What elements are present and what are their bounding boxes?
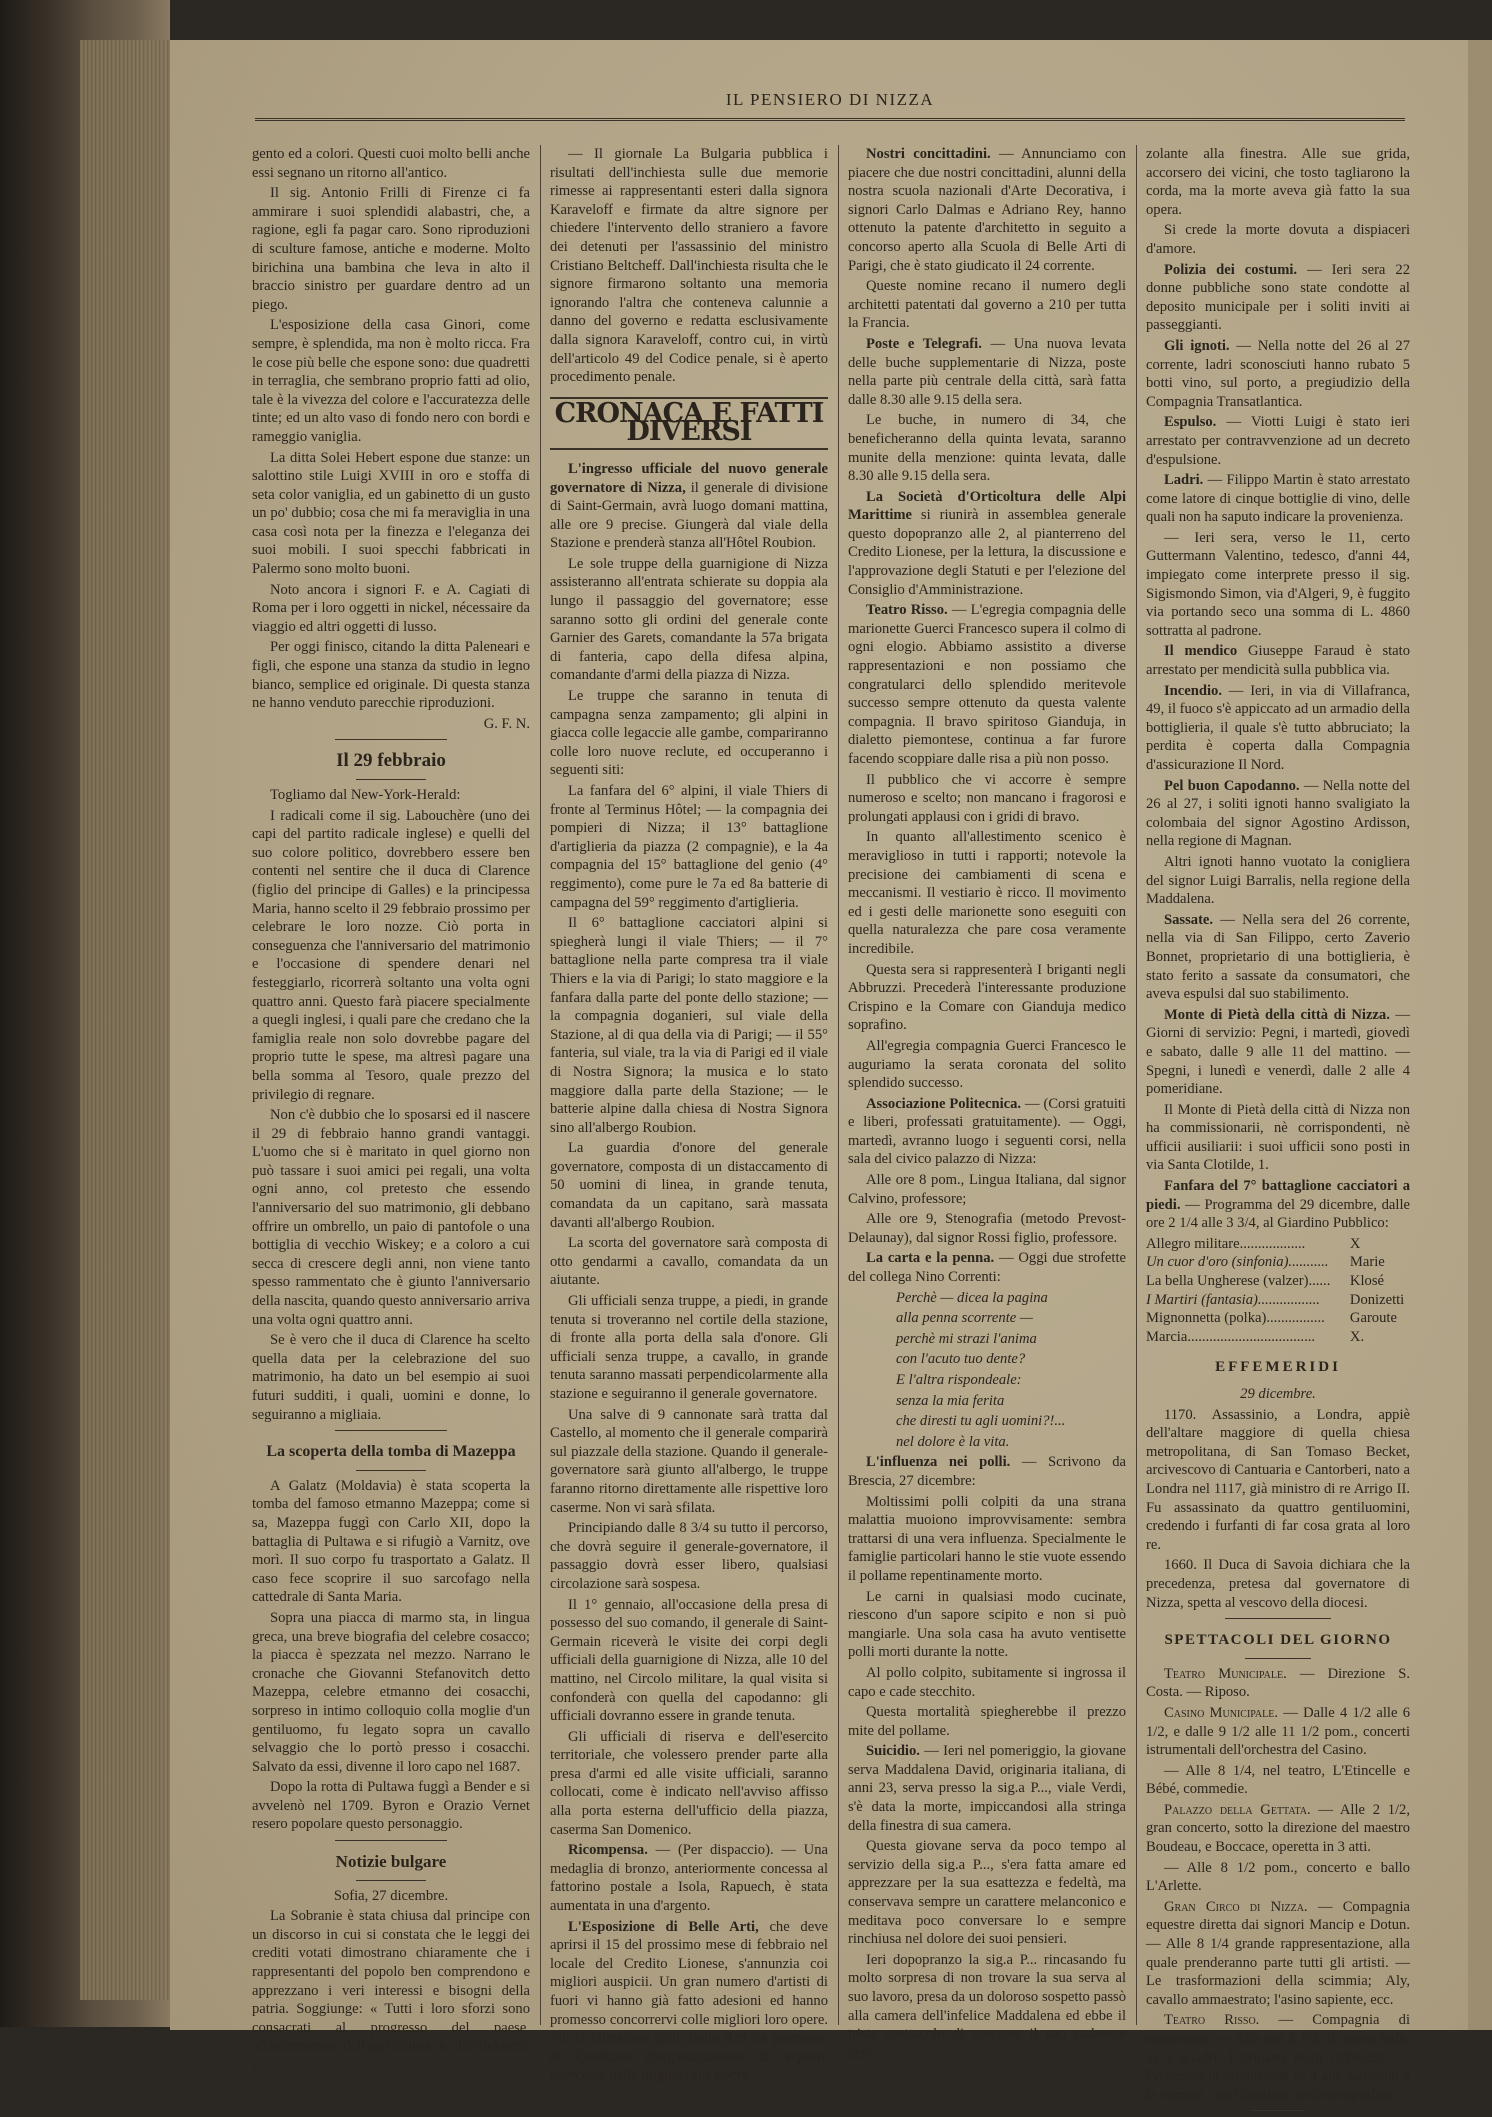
item-title: Polizia dei costumi. [1164,261,1298,278]
paragraph: Togliamo dal New-York-Herald: [270,787,461,803]
program-composer: X [1349,1235,1361,1252]
paragraph: — Annunciamo con piacere che due nostri concittadini, alunni della nostra scuola nazionali d'Arte Decorativa, i signori Carlo Dalmas e Adriano Rey, hanno ottenuto la patente d'architetto in seguito a concorso aperto alla Scuola di Belle Arti di Parigi, che è stato giudicato il 24 corrente. [848,146,1126,274]
program-row [1146,1328,1410,1347]
item-title: Teatro Risso. [1164,2012,1260,2029]
paragraph: Gli ufficiali senza truppe, a piedi, in grande tenuta si troveranno nel cortile della stazione, di fronte alla porta della sala d'onore. Gli ufficiali senza truppe, a cavallo, in grande tenuta saranno massati perpendicolarmente alla stazione e seguiranno il generale governatore. [550,1293,828,1402]
item-title: Suicidio. [866,1743,920,1760]
item-title: Incendio. [1164,682,1222,699]
item-title: Nostri concittadini. [866,146,991,162]
paragraph: Sopra una piacca di marmo sta, in lingua greca, una breve biografia del celebre cosacco; la piacca è spezzata nel mezzo. Narrano le cronache che Giovanni Stefanovitch detto Mazeppa, celebre etmanno dei cosacchi, sorpreso in intimo colloquio colla moglie d'un gentiluomo, fu legato sopra un cavallo selvaggio che lo portò presso i cosacchi. Salvato da essi, divenne il loro capo nel 1687. [252,1609,530,1775]
paragraph: Noto ancora i signori F. e A. Cagiati di Roma per i loro oggetti in nickel, nécessaire da viaggio ed altri oggetti di lusso. [252,581,530,635]
paragraph: Le carni in qualsiasi modo cucinate, riescono d'un sapore scipito e non si può mangiarle. Una sola casa ha avuto ventisette polli morti durante la notte. [848,1588,1126,1661]
program-row [1146,1272,1410,1291]
verse-line: con l'acuto tuo dente? [896,1351,1026,1368]
paragraph: L'esposizione della casa Ginori, come sempre, è splendida, ma non è molto ricca. Fra le cose più belle che espone sono: due quadretti in terraglia, che sembrano proprio fatti ad olio, tale è la vivezza del colore e l'accuratezza delle tinte; ed un alto vaso di fondo nero con bordi e rameggio vaniglia. [252,317,531,445]
paragraph: 1660. Il Duca di Savoia dichiara che la precedenza, pretesa dal governatore di Nizza, spetta al vescovo della diocesi. [1146,1557,1410,1611]
item-title: La carta e la penna. [866,1250,995,1267]
paragraph: Alle ore 9, Stenografia (metodo Prevost-Delaunay), dal signor Rossi figlio, professore. [848,1211,1126,1246]
paragraph: — Filippo Martin è stato arrestato come latore di cinque bottiglie di vino, delle quali non ha saputo indicare la provenienza. [1146,472,1410,526]
paragraph: — Dalle 4 1/2 alle 6 1/2, e dalle 9 1/2 alle 11 1/2 pom., concerti istrumentali dell'orchestra del Casino. [1146,1704,1410,1759]
paragraph: — Alle 8 1/4, nel teatro, L'Etincelle e Bébé, commedie. [1146,1762,1410,1798]
column-rule [1136,145,1137,2025]
item-title: Ladri. [1164,472,1204,489]
paragraph: Le sole truppe della guarnigione di Nizza assisteranno all'entrata schierate su doppia ala lungo il passaggio del governatore; esse saranno sotto gli ordini del generale conte Garnier des Garets, comandante la 57a brigata di fanteria, capo della difesa alpina, comandante d'armi della piazza di Nizza. [550,555,828,684]
paragraph: All'egregia compagnia Guerci Francesco le auguriamo la serata coronata del solito splendido successo. [848,1037,1126,1092]
program-row [1146,1291,1410,1310]
item-title: Palazzo della Gettata. [1164,1801,1311,1818]
divider [1225,1618,1331,1619]
verse-line: che diresti tu agli uomini?!... [896,1413,1066,1430]
program-piece: I Martiri (fantasia)................. [1146,1291,1320,1308]
paragraph: Giuseppe Faraud è stato arrestato per mendicità sulla pubblica via. [1146,643,1411,679]
divider [335,1840,446,1841]
item-title: Associazione Politecnica. [866,1095,1022,1112]
paragraph: zolante alla finestra. Alle sue grida, accorsero dei vicini, che tosto tagliarono la corda, ma la morte aveva già fatto la sua opera. [1146,146,1410,218]
paragraph: A Galatz (Moldavia) è stata scoperta la tomba del famoso etmanno Mazeppa; come si sa, Mazeppa fuggì con Carlo XII, dopo la battaglia di Pultawa e si rifugiò a Varnitz, ove morì. Il suo corpo fu trasportato a Galatz. Il caso fece scoprire il suo sarcofago nella cattedrale di Santa Maria. [252,1477,530,1606]
paragraph: Questa giovane serva da poco tempo al servizio della sig.a P..., s'era fatta amare ed apprezzare per la sua esattezza e fedeltà, ma conservava sempre un carattere melanconico e meditava poco conversare lo e sempre rinchiusa nel dolore dei suoi pensieri. [848,1838,1126,1948]
page-edges [80,40,170,2000]
item-title: Fanfara del 7° battaglione cacciatori a piedi. [1146,1178,1410,1213]
paragraph: — Una nuova levata delle buche supplementarie di Nizza, poste nella parte più centrale della città, sarà fatta dalle 8.30 alle 9.15 della sera. [848,335,1126,408]
paragraph: — Compagnia di marionette. — Alle ore 8 1/2, il nuovo ballo in 3 quadri, I briganti negli Abbruzzi. — Precederà la produzione in 4 atti, Crispino e la comare, con Gianduja medico soprafino. [1146,2012,1410,2103]
paragraph: Al pollo colpito, subitamente si ingrossa il capo e cade stecchito. [848,1664,1126,1700]
paragraph: gento ed a colori. Questi cuoi molto belli anche essi segnano un ritorno all'antico. [252,146,530,181]
verse-line: senza la mia ferita [896,1392,1005,1409]
paragraph: — Nella notte del 26 al 27 corrente, ladri sconosciuti hanno rubato 5 botti vino, sul porto, a pregiudizio della Compagnia Transatlantica. [1146,337,1410,410]
paragraph: In quanto all'allestimento scenico è meraviglioso in tutti i rapporti; notevole la precisione dei cambiamenti di scena e meccanismi. Il vestiario è ricco. Il movimento ed i gesti delle marionette sono eseguiti con quella naturalezza che pare cosa veramente incredibile. [848,829,1126,957]
item-title: L'ingresso ufficiale del nuovo generale governatore di Nizza, [550,460,828,496]
paragraph: — Scrivono da Brescia, 27 dicembre: [848,1454,1126,1489]
item-title: Casino Municipale. [1164,1704,1279,1721]
item-title: Teatro Risso. [866,602,948,619]
paragraph: Il 6° battaglione cacciatori alpini si spiegherà lungi il viale Thiers; — il 7° battaglione nella parte compresa tra il viale Thiers e la via di Parigi; lo stato maggiore e la fanfara dalla parte del ponte dello stazione; — la compagnia doganieri, sul viale della Stazione, al di qua della via di Parigi; — il 55° fanteria, sul viale, tra la via di Parigi ed il viale di Nostra Signora; la musica e lo stato maggiore dalla parte della Stazione; — le batterie alpine dalla chiesa di Nostra Signora sino all'albergo Roubion. [550,915,828,1136]
program-piece: Mignonnetta (polka)................ [1146,1310,1325,1327]
program-piece: Allegro militare.................. [1146,1235,1306,1252]
item-title: Gran Circo di Nizza. [1164,1898,1308,1915]
column-2 [550,145,828,2087]
item-title: Teatro Municipale. [1164,1665,1287,1682]
paragraph: Si crede la morte dovuta a dispiaceri d'amore. [1146,222,1410,257]
item-title: Poste e Telegrafi. [866,335,982,352]
paragraph: La Sobranie è stata chiusa dal principe con un discorso in cui si constata che le leggi dei crediti votati dimostrano chiaramente che i rappresentanti del popolo ben comprendono e apprezzano i veri interessi e bisogni della patria. Soggiunge: « Tutti i loro sforzi sono consacrati al progresso del paese, all'incremento dell'agricoltura e dell'industria ». [252,1908,530,2073]
program-piece: La bella Ungherese (valzer)...... [1146,1273,1331,1290]
program-composer: Klosé [1349,1273,1384,1290]
verse-line: alla penna scorrente — [896,1310,1033,1327]
column-4 [1146,145,1410,2117]
paragraph: si riunirà in assemblea generale questo dopopranzo alle 2, al pianterreno del Credito Lionese, per la lettura, la discussione e l'approvazione degli Statuti e per l'elezione del Consiglio d'Amministrazione. [848,507,1126,598]
paragraph: Alle ore 8 pom., Lingua Italiana, dal signor Calvino, professore; [848,1172,1126,1207]
divider [335,1430,446,1431]
header-rule [255,118,1405,121]
paragraph: — Il giornale La Bulgaria pubblica i risultati dell'inchiesta sulle due memorie rimesse ai rappresentanti esteri dalla signora Karaveloff e firmate da altre signore per chiedere l'intervento dello straniero a favore dei detenuti per l'assassinio del ministro Cristiano Beltcheff. Dall'inchiesta risulta che le signore firmarono soltanto una memoria ignorando l'altra che conteneva calunnie a danno del governo e redatta esclusivamente dalla signora Karaveloff, contro cui, in virtù dell'articolo 49 del Codice penale, si è aperto procedimento penale. [550,146,828,386]
paragraph: La fanfara del 6° alpini, il viale Thiers di fronte al Terminus Hôtel; — la compagnia dei pompieri di Nizza; il 13° battaglione d'artiglieria da piazza (2 compagnie), e la 4a compagnia del 15° battaglione del genio (4° reggimento), come pure le 7a ed 8a batterie di campagna del 59° reggimento d'artiglieria. [550,783,828,911]
paragraph: Gli ufficiali di riserva e dell'esercito territoriale, che volessero prender parte alla presa d'armi ed alle visite ufficiali, saranno collocati, come è indicato nell'avviso affisso alla porta esterna dell'ufficio della piazza, caserma San Domenico. [550,1728,828,1838]
paragraph: — (Per dispaccio). — Una medaglia di bronzo, anteriormente concessa al fattorino postale a Isola, Rapuech, è stata aumentata in una d'argento. [550,1842,828,1915]
item-title: Il mendico [1164,643,1238,660]
item-title: Gli ignoti. [1164,337,1230,354]
paragraph: — Programma del 29 dicembre, dalle ore 2 1/4 alle 3 3/4, al Giardino Pubblico: [1146,1196,1410,1232]
paragraph: — Oggi due strofette del collega Nino Correnti: [848,1250,1126,1286]
paragraph: Il pubblico che vi accorre è sempre numeroso e scelto; non mancano i fragorosi e prolungati applausi con i gridi di bravo. [848,771,1126,825]
item-title: Pel buon Capodanno. [1164,777,1300,794]
paragraph: — Direzione S. Costa. — Riposo. [1146,1665,1411,1701]
program-piece: Un cuor d'oro (sinfonia)........... [1146,1254,1329,1271]
paragraph: — Compagnia equestre diretta dai signori Mancip e Dotun. — Alle 8 1/4 grande rappresentazione, alla quale prenderanno parte tutti gli artisti. — Le trasformazioni della scimmia; Aly, cavallo ammaestrato; l'asino sapiente, ecc. [1146,1898,1410,2008]
column-1 [252,145,530,2077]
paragraph: — Giorni di servizio: Pegni, i martedì, giovedì e sabato, dalle 9 alle 11 del mattino. — Spegni, i lunedì e venerdì, dalle 2 alle 4 pomeridiane. [1146,1006,1410,1098]
paragraph: Il 1° gennaio, all'occasione della presa di possesso del suo comando, il generale di Saint-Germain riceverà le visite dei corpi degli ufficiali della guarnigione di Nizza, alle 10 del mattino, nel Circolo militare, la qual visita si confonderà con quella del capodanno: gli ufficiali dovranno essere in grande tenuta. [550,1596,828,1725]
paragraph: Moltissimi polli colpiti da una strana malattia muoiono improvvisamente: sembra trattarsi di una vera influenza. Specialmente le famiglie particolari hanno le stie vuote essendo il pollame repentinamente morto. [848,1493,1126,1584]
item-title: L'influenza nei polli. [866,1454,1011,1471]
item-title: Sassate. [1164,911,1214,928]
paragraph: Il Monte di Pietà della città di Nizza non ha commissionarii, nè corrispondenti, nè ufficii ausiliarii: i suoi ufficii sono posti in via Santa Clotilde, 1. [1146,1101,1410,1174]
item-title: L'Esposizione di Belle Arti, [568,1918,759,1935]
paragraph: La guardia d'onore del generale governatore, composta di un distaccamento di 50 uomini di linea, in grande tenuta, comandata da un capitano, sarà massata davanti all'albergo Roubion. [550,1140,828,1231]
paragraph: Le buche, in numero di 34, che beneficheranno della quinta levata, saranno munite della menzione: quinta levata, dalle 8.30 alle 9.15 della sera. [848,412,1126,485]
item-title: La Società d'Orticoltura delle Alpi Marittime [848,488,1126,524]
paragraph: Per oggi finisco, citando la ditta Paleneari e figli, che espone una stanza da studio in legno bianco, semplice ed originale. Di questa stanza ne hanno venduto parecchie riproduzioni. [252,639,530,712]
paragraph: Non c'è dubbio che lo sposarsi ed il nascere il 29 di febbraio hanno grandi vantaggi. L'uomo che si è maritato in quel giorno non può tassare i suoi amici pei regali, una volta ogni anno, col pretesto che essendo l'anniversario del suo matrimonio, gli debbano offrire un ombrello, un paio di pantofole o una bottiglia di vecchio Wiskey; e a coloro a cui secca di crescere degli anni, non viene tanto spesso rammentato che è giunto l'anniversario della nascita, quando questo anniversario arriva una volta ogni quattro anni. [252,1107,530,1328]
program-composer: Garoute [1349,1310,1397,1327]
paragraph: — (Corsi gratuiti e liberi, professati gratuitamente). — Oggi, martedì, avranno luogo i seguenti corsi, nella sala del civico palazzo di Nizza: [848,1095,1126,1168]
program-row [1146,1235,1410,1254]
item-title: Monte di Pietà della città di Nizza. [1164,1006,1390,1023]
paragraph: 1170. Assassinio, a Londra, appiè dell'altare maggiore di quella chiesa metropolitana, di San Tomaso Becket, arcivescovo di Cantuaria e Cantorberi, nato a Londra nel 1117, già ministro di re Arrigo II. Fu assassinato da quattro gentiluomini, credendo i furfanti di far cosa grata al loro re. [1146,1406,1410,1553]
divider [356,1880,426,1881]
column-3 [848,145,1126,2064]
masthead: IL PENSIERO DI NIZZA [725,90,935,109]
program-table [1146,1235,1410,1347]
signature: G. F. N. [483,715,530,732]
column-rule [838,145,839,2025]
paragraph: Ieri dopopranzo la sig.a P... rincasando fu molto sorpresa di non trovare la sua serva al suo lavoro, presa da un doloroso sospetto passò alla camera dell'infelice Maddalena ed ebbe il triste spettacolo di scorgere il suo cadavere pen- [848,1951,1126,2061]
paragraph: che deve aprirsi il 15 del prossimo mese di febbraio nel locale del Credito Lionese, s'annunzia coi migliori auspicii. Un gran numero d'artisti di fuori vi hanno già fatto adesioni ed hanno promesso concorrervi colle migliori loro opere. Più la Direzione delle Belle Arti ha promesso al Comitato d'organizzazione di esporre parecchie delle migliori sue opere. [550,1918,828,2084]
headline-notizie-bulgare: Notizie bulgare [335,1852,447,1872]
newspaper-page [170,40,1470,2103]
paragraph: Altri ignoti hanno vuotato la conigliera del signor Luigi Barralis, nella regione della Maddalena. [1146,853,1410,908]
item-title: Ricompensa. [568,1842,648,1859]
paragraph: — Ieri sera, verso le 11, certo Guttermann Valentino, tedesco, d'anni 44, impiegato come interprete presso il sig. Sigismondo Simon, via d'Algeri, 9, è fuggito via portando seco una somma di L. 4860 sottratta al padrone. [1146,529,1410,639]
program-composer: Donizetti [1349,1291,1405,1308]
verse-line: E l'altra rispondeale: [896,1372,1022,1388]
paragraph: — Alle 2 1/2, gran concerto, sotto la direzione del maestro Boudeau, e Boccace, operetta in 3 atti. [1146,1801,1410,1856]
paragraph: La ditta Solei Hebert espone due stanze: un salottino stile Luigi XVIII in oro e stoffa di seta color vaniglia, ed un gabinetto di un gusto un po' dubbio; cosa che mi fa meraviglia in una casa così nota per la finezza e l'eleganza dei suoi mobili. I suoi specchi fabbricati in Palermo sono molto buoni. [252,449,530,578]
verse-line: perchè mi strazi l'anima [896,1330,1037,1347]
paragraph: il generale di divisione di Saint-Germain, avrà luogo domani mattina, alle ore 9 precise. Giungerà dal viale della Stazione e prenderà stanza all'Hôtel Roubion. [550,479,828,552]
paragraph: Questa mortalità spiegherebbe il prezzo mite del pollame. [848,1704,1126,1739]
paragraph: — Nella notte del 26 al 27, i soliti ignoti hanno svaligiato la colombaia del signor Agostino Ardisson, nella regione di Magnan. [1146,777,1410,850]
paragraph: — L'egregia compagnia delle marionette Guerci Francesco supera il colmo di ogni elogio. Abbiamo assistito a diverse rappresentazioni e non possiamo che congratularci dello splendido meritevole successo sempre ottenuto da questa valente compagnia. Il bravo spiritoso Gianduja, in dialetto piemontese, continua a far furore facendo scoppiare dalle risa a più non posso. [848,602,1126,767]
paragraph: — Ieri nel pomeriggio, la giovane serva Maddalena David, originaria italiana, di anni 23, serva presso la sig.a P..., viale Verdi, s'è data la morte, impiccandosi alla stringa della finestra di sua camera. [848,1743,1126,1834]
dateline: Sofia, 27 dicembre. [333,1887,449,1904]
paragraph: Se è vero che il duca di Clarence ha scelto quella data per la celebrazione del suo matrimonio, ha dato un bel esempio ai suoi futuri sudditi, i quali, uomini e donne, lo seguiranno a migliaia. [252,1332,530,1423]
paragraph: Questa sera si rappresenterà I briganti negli Abbruzzi. Precederà l'interessante produzione Crispino e la Comare con Gianduja medico soprafino. [848,961,1126,1034]
verse-line: nel dolore è la vita. [896,1433,1010,1450]
program-composer: Marie [1349,1254,1385,1271]
paragraph: — Ieri sera 22 donne pubbliche sono state condotte al deposito municipale per i soliti inviti ai passeggianti. [1146,261,1410,334]
section-banner: CRONACA E FATTI DIVERSI [550,397,828,450]
paragraph: Queste nomine recano il numero degli architetti patentati dal governo a 210 per tutta la Francia. [848,278,1126,332]
divider [1252,2110,1305,2111]
column-rule [540,145,541,2025]
paragraph: Il sig. Antonio Frilli di Firenze ci fa ammirare i suoi splendidi alabastri, che, a ragione, egli fa pagar caro. Sono riproduzioni di sculture famose, antiche e moderne. Molto birichina una bambina che leva in alto il braccio sinistro per guardare dentro ad un piego. [252,185,530,313]
dateline: 29 dicembre. [1240,1386,1316,1402]
paragraph: Principiando dalle 8 3/4 su tutto il percorso, che dovrà seguire il generale-governatore, il passaggio dovrà esser libero, qualsiasi circolazione sarà sospesa. [550,1520,828,1592]
headline-spettacoli: SPETTACOLI DEL GIORNO [1164,1632,1392,1649]
divider [356,1470,426,1471]
divider [356,779,426,780]
paragraph: Una salve di 9 cannonate sarà tratta dal Castello, al momento che il generale comparirà sul piazzale della stazione. Quando il generale-governatore sarà giunto all'albergo, le truppe faranno ritorno direttamente alle rispettive loro caserme. Non vi sarà sfilata. [550,1406,828,1516]
verse-line: Perchè — dicea la pagina [896,1289,1048,1306]
program-row [1146,1253,1410,1272]
program-composer: X. [1349,1328,1365,1345]
program-piece: Marcia................................... [1146,1328,1316,1345]
headline-mazeppa: La scoperta della tomba di Mazeppa [266,1443,516,1461]
paragraph: La scorta del governatore sarà composta di otto gendarmi a cavallo, comandata da un aiutante. [550,1235,828,1289]
headline-effemeridi: EFFEMERIDI [1215,1359,1341,1376]
item-title: Espulso. [1164,414,1217,431]
paragraph: — Nella sera del 26 corrente, nella via di San Filippo, certo Zaverio Bonnet, proprietario di una bottiglieria, è stato ferito a sassate da consumatori, che aveva espulsi dal suo stabilimento. [1146,911,1410,1003]
paragraph: I radicali come il sig. Labouchère (uno dei capi del partito radicale inglese) e quelli del suo colore politico, dovrebbero essere ben contenti nel sentire che il duca di Clarence (figlio del principe di Galles) e la principessa Maria, hanno scelto il 29 febbraio prossimo per celebrare le loro nozze. Ciò porta in conseguenza che l'anniversario del matrimonio e l'occasione di spendere denari nel festeggiarlo, ricorrerà soltanto una volta ogni quattro anni. Questo farà piacere specialmente a quegli inglesi, i quali pare che credano che la famiglia reale non solo dovrebbe pagare del proprio tutte le spese, ma altresì pagare una bella somma al Tesoro, quale prezzo del privilegio di regnare. [252,807,530,1103]
paragraph: — Viotti Luigi è stato ieri arrestato per contravvenzione ad un decreto d'espulsione. [1146,414,1410,468]
next-page-edge [1468,40,1492,2030]
paragraph: Le truppe che saranno in tenuta di campagna senza zampamento; gli alpini in giacca colle legaccie alle gambe, compariranno colle loro nuove reclute, ed occuperanno i seguenti siti: [550,688,828,779]
divider [1245,1658,1311,1659]
program-row [1146,1309,1410,1328]
paragraph: — Alle 8 1/2 pom., concerto e ballo L'Arlette. [1146,1859,1410,1895]
paragraph: Dopo la rotta di Pultawa fuggì a Bender e si avvelenò nel 1709. Byron e Orazio Vernet resero popolare questo personaggio. [252,1779,530,1833]
divider [335,739,446,740]
headline-29-febbraio: Il 29 febbraio [336,750,446,772]
paragraph: — Ieri, in via di Villafranca, 49, il fuoco s'è appiccato ad un armadio della bottiglieria, il quale s'è tutto abbruciato; la perdita è coperta dalla Compagnia d'assicurazione Il Nord. [1146,682,1411,773]
